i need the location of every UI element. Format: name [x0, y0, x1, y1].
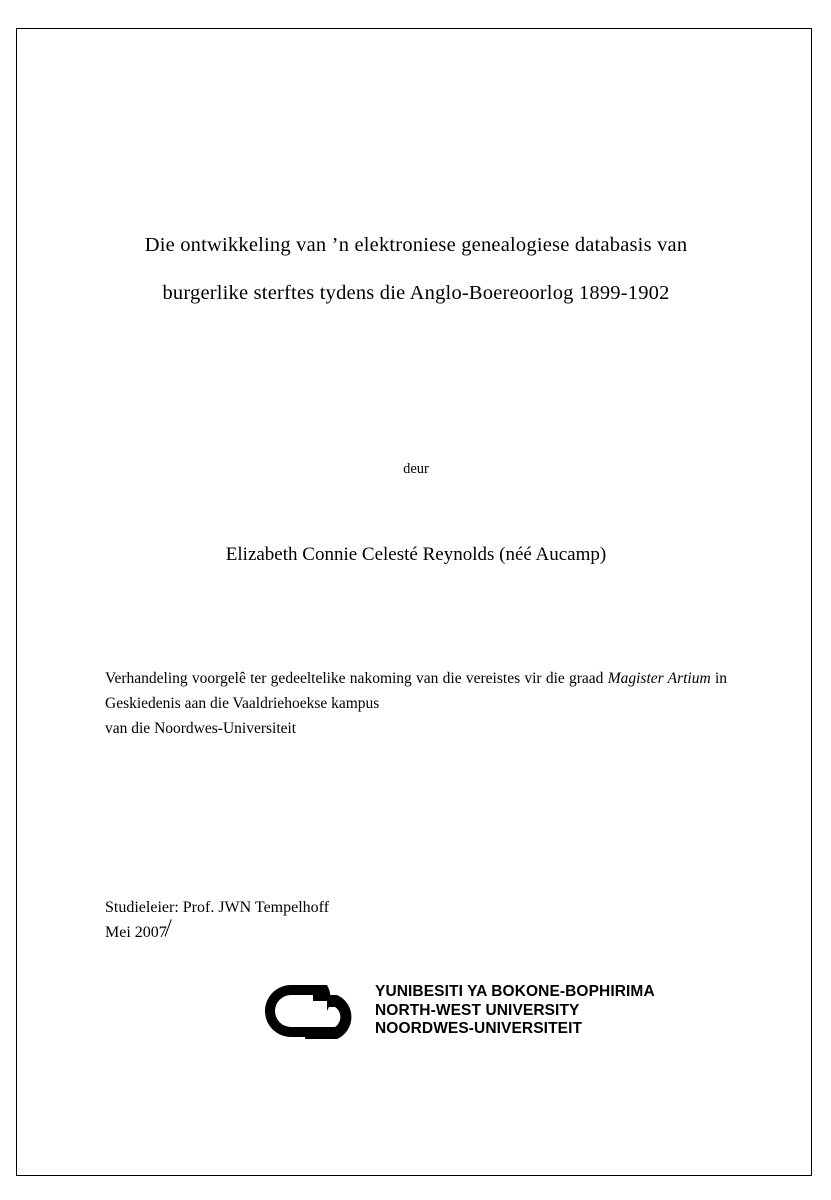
title-line-1: Die ontwikkeling van ’n elektroniese genealogiese databasis van: [144, 234, 688, 256]
nwu-logo-mark: [261, 981, 371, 1043]
degree-name: Magister Artium: [607, 670, 711, 687]
university-logo: [261, 975, 661, 1047]
supervisor-line: Studieleier: Prof. JWN Tempelhoff: [105, 899, 330, 916]
logo-text-line-3: NOORDWES-UNIVERSITEIT: [375, 1020, 583, 1037]
logo-text-line-1: YUNIBESITI YA BOKONE-BOPHIRIMA: [375, 983, 655, 1000]
by-label: deur: [403, 461, 429, 477]
author-name: Elizabeth Connie Celesté Reynolds (néé Aucamp): [225, 544, 607, 565]
page-title: [103, 221, 729, 317]
document-page: [16, 28, 812, 1176]
submission-statement: [105, 666, 727, 741]
logo-text-line-2: NORTH-WEST UNIVERSITY: [375, 1001, 580, 1019]
submission-text-line-3: van die Noordwes-Universiteit: [105, 720, 297, 737]
submission-text-part-2: in Geskiedenis aan die Vaaldriehoekse kampus: [105, 670, 727, 712]
supervisor-block: [105, 895, 727, 945]
date-text: Mei 2007: [105, 924, 167, 941]
university-logo-text: [375, 983, 655, 1039]
submission-text-part-1: Verhandeling voorgelê ter gedeeltelike nakoming van die vereistes vir die graad: [105, 670, 608, 687]
title-line-2: burgerlike sterftes tydens die Anglo-Boereoorlog 1899-1902: [162, 282, 670, 304]
date-line: [105, 920, 167, 945]
title-page-content: [103, 29, 729, 1175]
